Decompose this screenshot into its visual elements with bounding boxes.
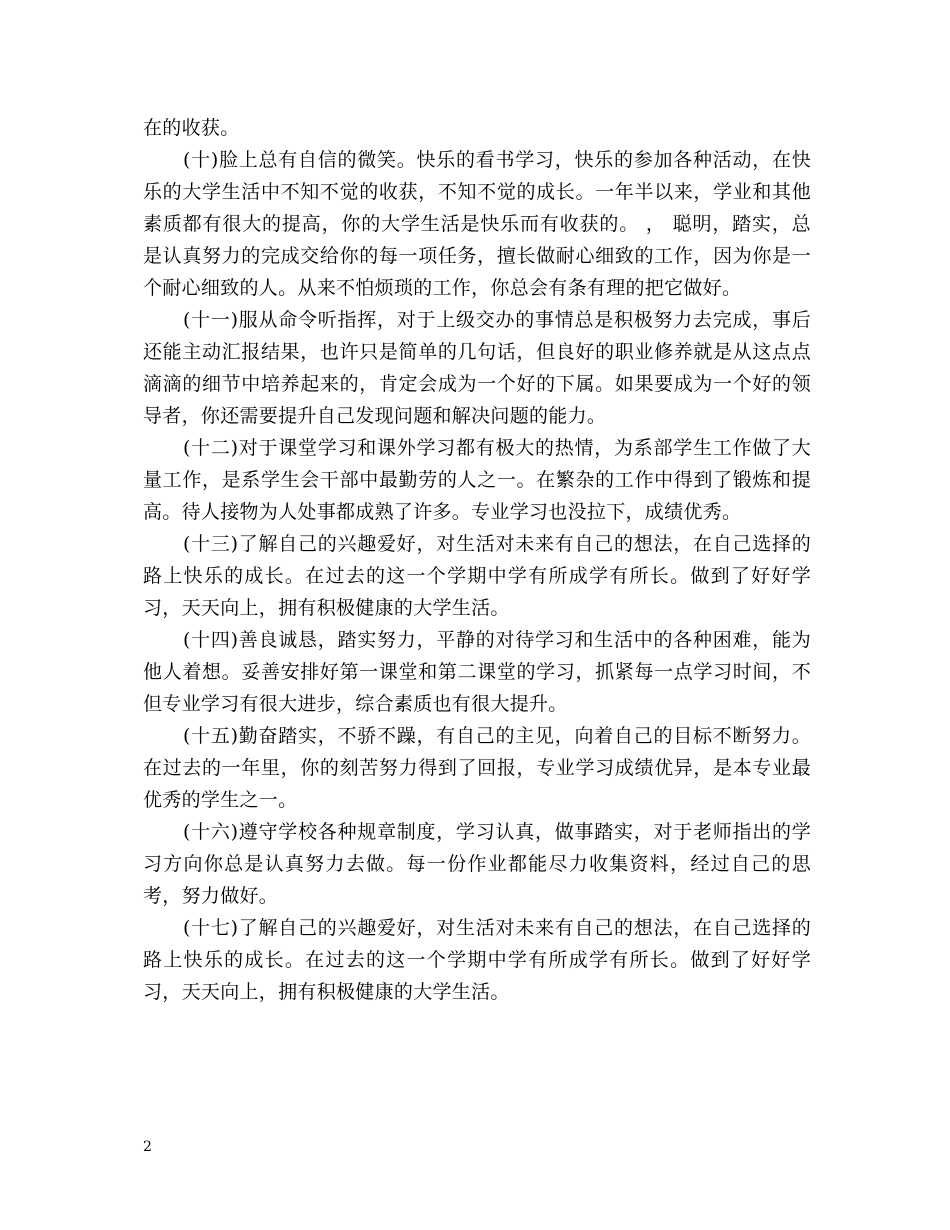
page-number: 2 bbox=[143, 1139, 152, 1155]
paragraph-12: (十二)对于课堂学习和课外学习都有极大的热情，为系部学生工作做了大量工作，是系学生会干部中最勤劳的人之一。在繁杂的工作中得到了锻炼和提高。待人接物为人处事都成熟了许多。专业学习也没拉下，成绩优秀。 bbox=[143, 437, 811, 523]
paragraph-16: (十六)遵守学校各种规章制度，学习认真，做事踏实，对于老师指出的学习方向你总是认真努力去做。每一份作业都能尽力收集资料，经过自己的思考，努力做好。 bbox=[143, 821, 811, 907]
paragraph-15: (十五)勤奋踏实，不骄不躁，有自己的主见，向着自己的目标不断努力。在过去的一年里，你的刻苦努力得到了回报，专业学习成绩优异，是本专业最优秀的学生之一。 bbox=[143, 725, 811, 811]
document-body bbox=[143, 112, 811, 1008]
paragraph-14: (十四)善良诚恳，踏实努力，平静的对待学习和生活中的各种困难，能为他人着想。妥善安排好第一课堂和第二课堂的学习，抓紧每一点学习时间，不但专业学习有很大进步，综合素质也有很大提升。 bbox=[143, 629, 811, 715]
paragraph-11: (十一)服从命令听指挥，对于上级交办的事情总是积极努力去完成，事后还能主动汇报结果，也许只是简单的几句话，但良好的职业修养就是从这点点滴滴的细节中培养起来的，肯定会成为一个好的下属。如果要成为一个好的领导者，你还需要提升自己发现问题和解决问题的能力。 bbox=[143, 309, 811, 427]
paragraph-13: (十三)了解自己的兴趣爱好，对生活对未来有自己的想法，在自己选择的路上快乐的成长。在过去的这一个学期中学有所成学有所长。做到了好好学习，天天向上，拥有积极健康的大学生活。 bbox=[143, 533, 811, 619]
paragraph-continuation: 在的收获。 bbox=[143, 117, 240, 139]
paragraph-10: (十)脸上总有自信的微笑。快乐的看书学习，快乐的参加各种活动，在快乐的大学生活中不知不觉的收获，不知不觉的成长。一年半以来，学业和其他素质都有很大的提高，你的大学生活是快乐而有收获的。 ， 聪明，踏实，总是认真努力的完成交给你的每一项任务，擅长做耐心细致的工作，因为你是一个耐心细致的人。从来不怕烦琐的工作，你总会有条有理的把它做好。 bbox=[143, 149, 811, 299]
paragraph-17: (十七)了解自己的兴趣爱好，对生活对未来有自己的想法，在自己选择的路上快乐的成长。在过去的这一个学期中学有所成学有所长。做到了好好学习，天天向上，拥有积极健康的大学生活。 bbox=[143, 917, 811, 1003]
